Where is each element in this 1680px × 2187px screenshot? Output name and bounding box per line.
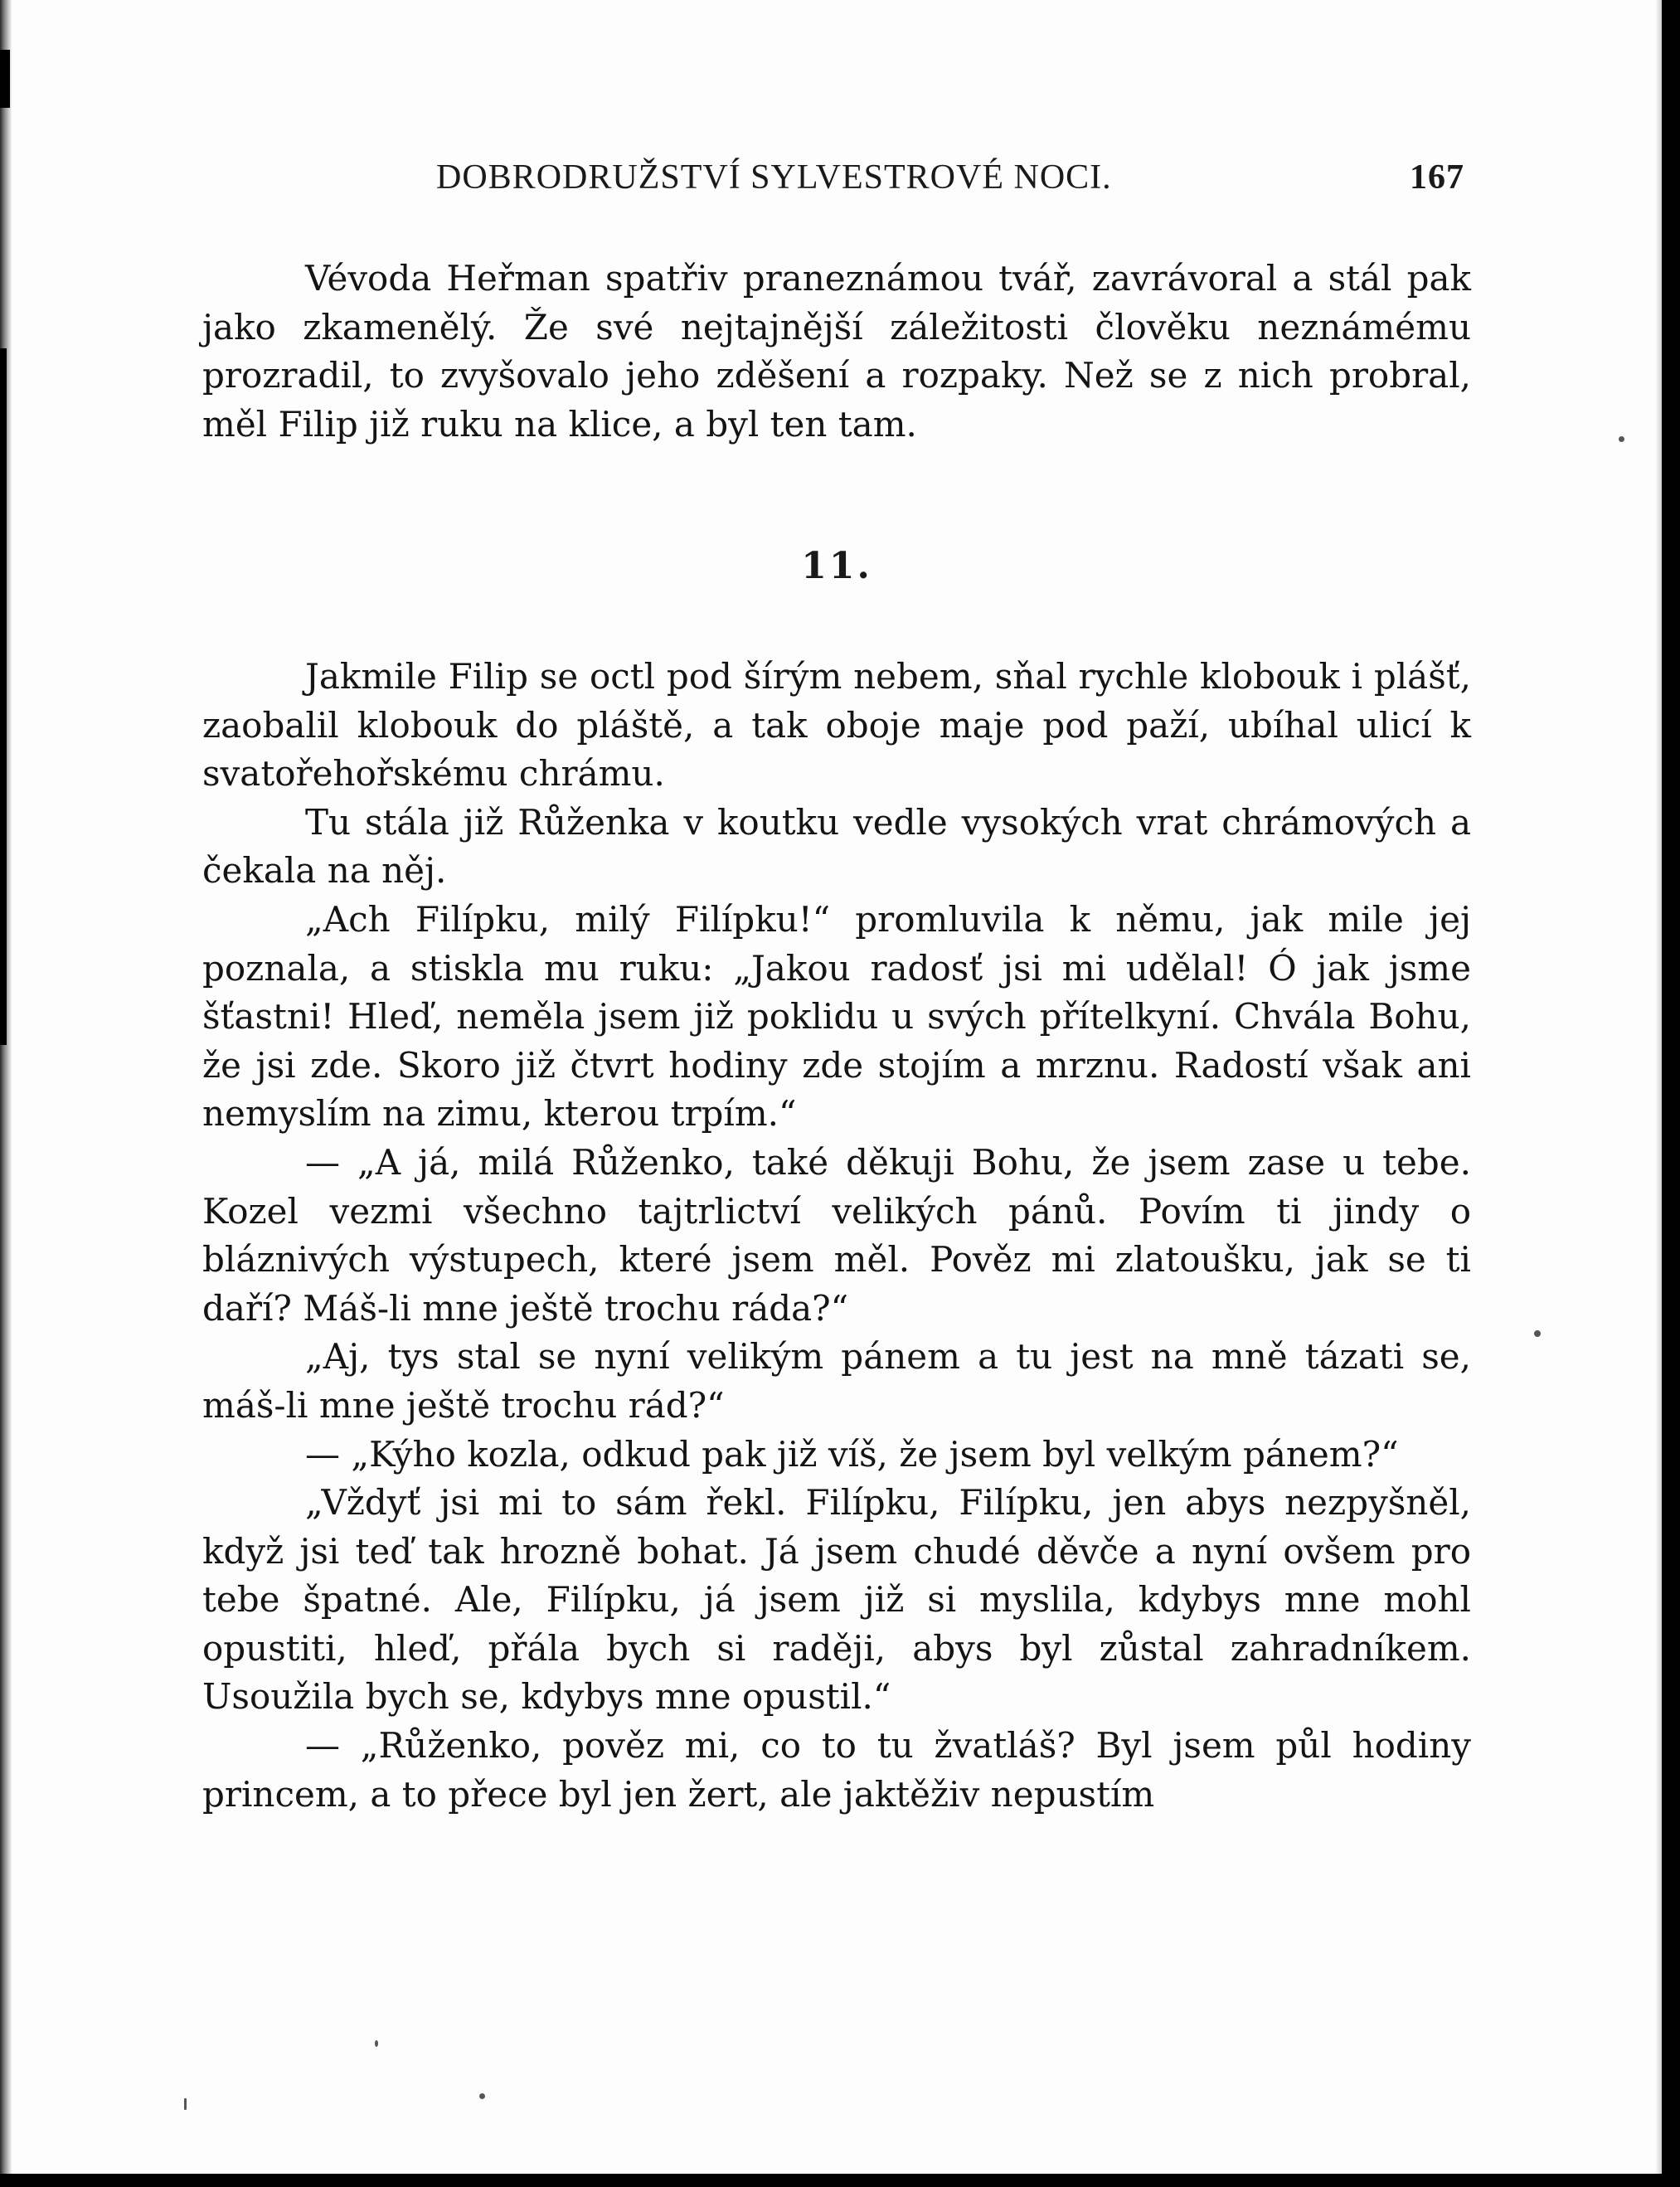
- section-heading: 11.: [801, 545, 872, 587]
- paragraph: „Aj, tys stal se nyní velikým pánem a tu jest na mně tázati se, máš-li mne ještě trochu rád?“: [202, 1336, 1471, 1426]
- text-block-top: [202, 255, 1471, 449]
- paragraph: — „A já, milá Růženko, také děkuji Bohu, že jsem zase u tebe. Kozel vezmi všechno tajtrlictví velikých pánů. Povím ti jindy o bláznivých výstupech, které jsem měl. Pověz mi zlatoušku, jak se ti daří? Máš-li mne ještě trochu ráda?“: [202, 1141, 1471, 1329]
- scan-edge-right-shadow: [1655, 0, 1662, 2187]
- scan-edge-mark: [0, 348, 7, 1045]
- paragraph: „Ach Filípku, milý Filípku!“ promluvila k němu, jak mile jej poznala, a stiskla mu ruku: „Jakou radosť jsi mi udělal! Ó jak jsme šťastni! Hleď, neměla jsem již poklidu u svých přítelkyní. Chvála Bohu, že jsi zde. Skoro již čtvrt hodiny zde stojím a mrznu. Radostí však ani nemyslím na zimu, kterou trpím.“: [202, 898, 1471, 1135]
- paragraph: — „Růženko, pověz mi, co to tu žvatláš? Byl jsem půl hodiny princem, a to přece byl jen žert, ale jaktěživ nepustím: [202, 1725, 1471, 1815]
- scan-edge-mark: [0, 50, 10, 108]
- scan-edge-left: [0, 0, 12, 2187]
- page-number: 167: [1410, 158, 1464, 197]
- paragraph: Jakmile Filip se octl pod šírým nebem, sňal rychle klobouk i plášť, zaobalil klobouk do pláště, a tak oboje maje pod paží, ubíhal ulicí k svatořehořskému chrámu.: [202, 656, 1471, 795]
- speck: [1619, 436, 1624, 442]
- scan-edge-bottom: [0, 2174, 1680, 2187]
- speck: [375, 2040, 378, 2047]
- paragraph: „Vždyť jsi mi to sám řekl. Filípku, Filípku, jen abys nezpyšněl, když jsi teď tak hrozně bohat. Já jsem chudé děvče a nyní ovšem pro tebe špatné. Ale, Filípku, já jsem již si myslila, kdybys mne mohl opustiti, hleď, přála bych si raději, abys byl zůstal zahradníkem. Usoužila bych se, kdybys mne opustil.“: [202, 1482, 1471, 1718]
- speck: [1534, 1330, 1541, 1337]
- text-block-main: [202, 653, 1471, 1819]
- paragraph: Vévoda Heřman spatřiv praneznámou tvář, zavrávoral a stál pak jako zkamenělý. Že své nejtajnější záležitosti člověku neznámému prozradil, to zvyšovalo jeho zděšení a rozpaky. Než se z nich probral, měl Filip již ruku na klice, a byl ten tam.: [202, 258, 1471, 445]
- running-header: [436, 158, 1464, 204]
- speck: [184, 2098, 187, 2110]
- speck: [479, 2093, 485, 2099]
- scan-edge-right: [1662, 0, 1680, 2187]
- running-title: DOBRODRUŽSTVÍ SYLVESTROVÉ NOCI.: [436, 158, 1112, 197]
- paragraph: Tu stála již Růženka v koutku vedle vysokých vrat chrámových a čekala na něj.: [202, 801, 1471, 892]
- paragraph: — „Kýho kozla, odkud pak již víš, že jsem byl velkým pánem?“: [305, 1433, 1399, 1475]
